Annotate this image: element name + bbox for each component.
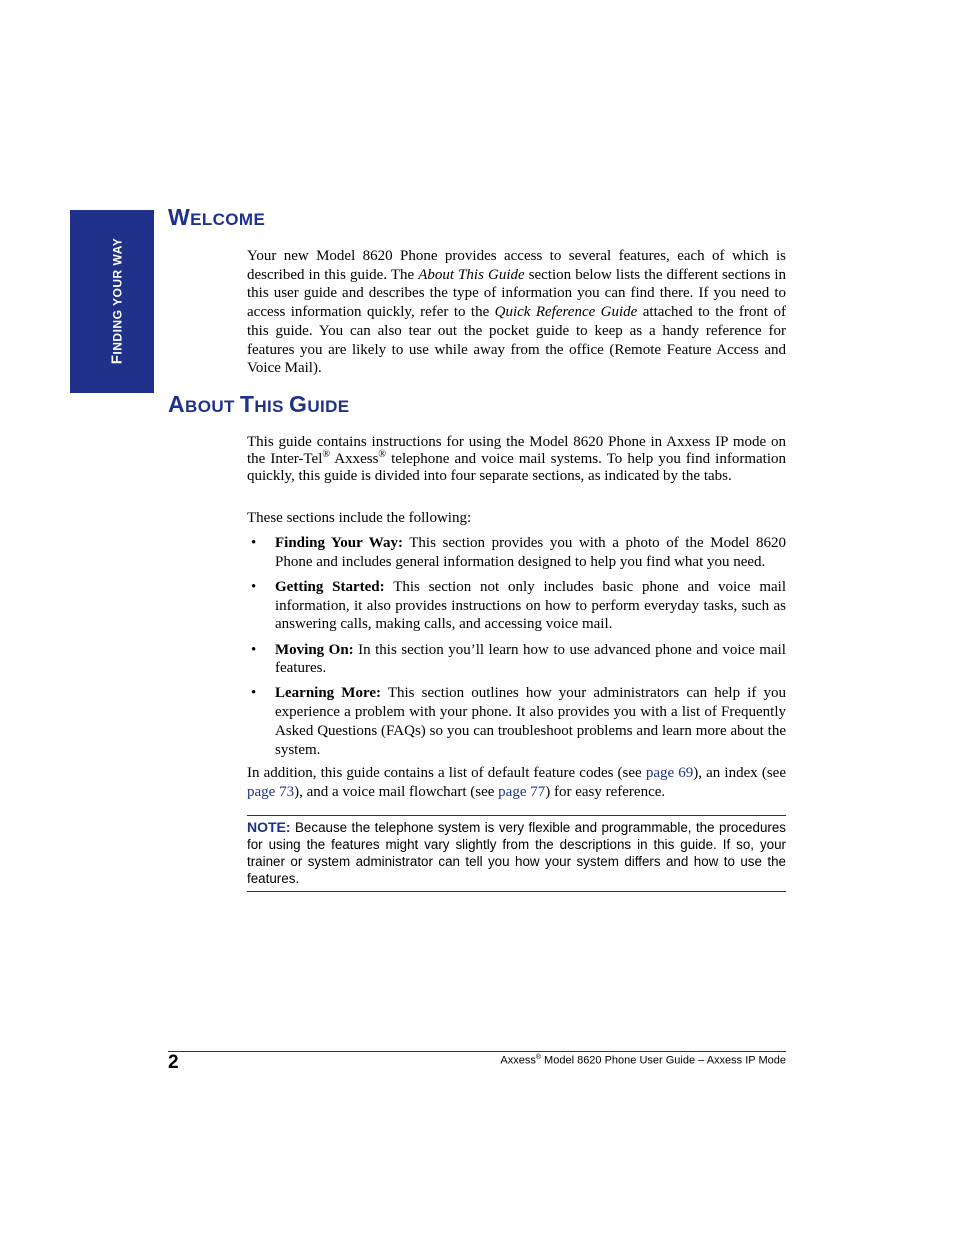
note-label: NOTE: [247,819,291,835]
about-paragraph-3: In addition, this guide contains a list of default feature codes (see page 69), an index (see page 73), and a voice mail flowchart (see page 77) for easy reference. [247,765,786,800]
section-tab-label: FINDING YOUR WAY [108,237,126,365]
page-77-link[interactable]: page 77 [498,783,546,800]
welcome-heading: WELCOME [168,204,266,230]
page-73-link[interactable]: page 73 [247,783,295,800]
welcome-paragraph: Your new Model 8620 Phone provides access to several features, each of which is described in this guide. The About This Guide section below lists the different sections in this user guide and describes the type of information you can find there. If you need to access information quickly, refer to the Quick Reference Guide attached to the front of this guide. You can also tear out the pocket guide to keep as a handy reference for features you are likely to use while away from the office (Remote Feature Access and Voice Mail). [247,248,786,377]
list-item: • Finding Your Way: This section provides you with a photo of the Model 8620 Phone and includes general information designed to help you find what you need. [251,535,786,570]
list-item: • Moving On: In this section you’ll learn how to use advanced phone and voice mail features. [251,641,786,677]
list-item: • Learning More: This section outlines how your administrators can help if you experience a problem with your phone. It also provides you with a list of Frequently Asked Questions (FAQs) so you can troubleshoot problems and learn more about the system. [251,685,786,758]
footer-rule [168,1051,786,1052]
note-box [247,815,786,892]
page-number: 2 [168,1052,179,1073]
about-heading: ABOUT THIS GUIDE [168,391,350,417]
about-paragraph-1: This guide contains instructions for using the Model 8620 Phone in Axxess IP mode on the Inter-Tel® Axxess® telephone and voice mail systems. To help you find information quickly, this guide is divided into four separate sections, as indicated by the tabs. [247,434,786,484]
note-text: NOTE: Because the telephone system is very flexible and programmable, the procedures for using the features might vary slightly from the descriptions in this guide. If so, your trainer or system administrator can tell you how your system differs and how to use the features. [247,819,786,886]
about-paragraph-2: These sections include the following: [247,510,472,526]
sections-list [247,534,786,766]
page-69-link[interactable]: page 69 [645,765,694,781]
list-item: • Getting Started: This section not only includes basic phone and voice mail information, it also provides instructions on how to perform everyday tasks, such as answering calls, making calls, and accessing voice mail. [251,578,786,633]
footer-title: Axxess® Model 8620 Phone User Guide – Axxess IP Mode [500,1054,786,1067]
